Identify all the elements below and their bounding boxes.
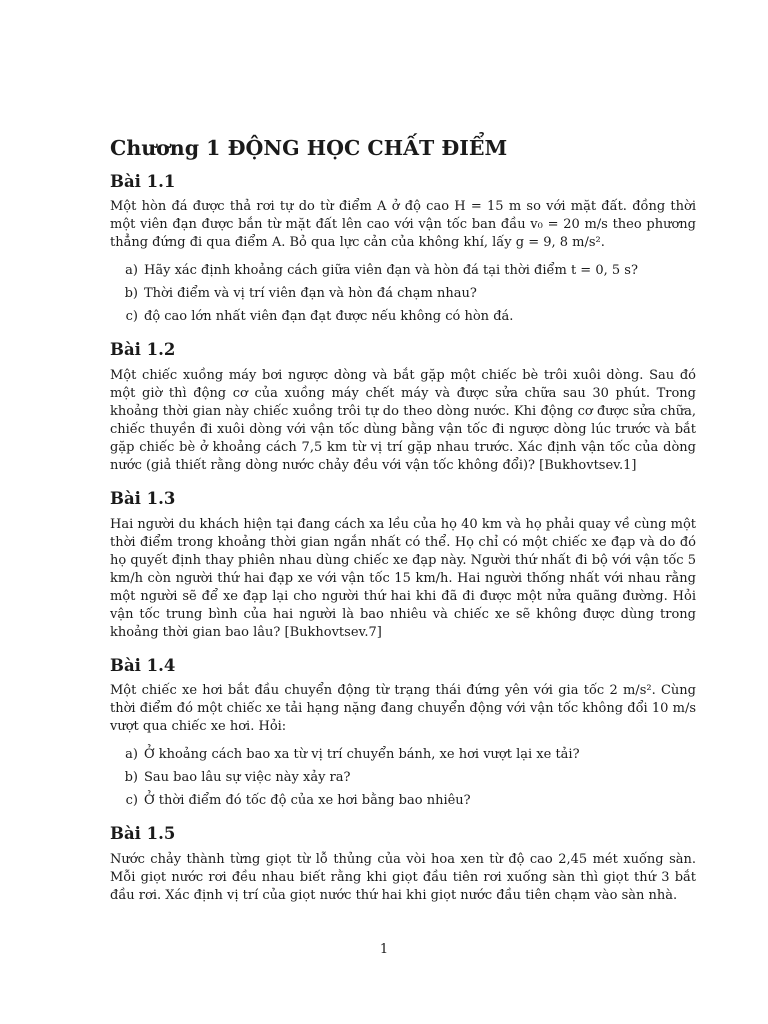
sub-question-label: c) [125,793,138,809]
sub-question-text: Ở thời điểm đó tốc độ của xe hơi bằng bao nhiêu? [144,793,471,809]
sub-question-text: độ cao lớn nhất viên đạn đạt được nếu không có hòn đá. [144,309,514,325]
sub-question-label: b) [124,770,138,786]
problem-title: Bài 1.2 [110,340,176,360]
problem-title: Bài 1.4 [110,655,176,675]
page-number: 1 [379,942,389,957]
problem-section [110,489,696,642]
document-page [110,136,696,919]
problem-text: Một hòn đá được thả rơi tự do từ điểm A ở độ cao H = 15 m so với mặt đất. đồng thời một viên đạn được bắn từ mặt đất lên cao với vận tốc ban đầu v₀ = 20 m/s theo phương thẳng đứng đi qua điểm A. Bỏ qua lực cản của không khí, lấy g = 9, 8 m/s². [110,199,696,251]
problem-text: Nước chảy thành từng giọt từ lỗ thủng của vòi hoa xen từ độ cao 2,45 mét xuống sàn. Mỗi giọt nước rơi đều nhau biết rằng khi giọt đầu tiên rơi xuống sàn thì giọt thứ 3 bắt đầu rơi. Xác định vị trí của giọt nước thứ hai khi giọt nước đầu tiên chạm vào sàn nhà. [110,851,696,903]
sub-question [110,746,696,764]
problem-section [110,172,696,327]
sub-question-text: Sau bao lâu sự việc này xảy ra? [144,770,351,786]
problem-section [110,340,696,475]
sub-question-label: a) [125,747,138,763]
problem-title: Bài 1.5 [110,824,176,844]
problem-title: Bài 1.1 [110,171,176,191]
problem-title: Bài 1.3 [110,488,176,508]
sub-question [110,262,696,280]
sub-question [110,308,696,326]
problem-list [110,172,696,905]
sub-question-label: c) [125,309,138,325]
problem-text: Một chiếc xuồng máy bơi ngược dòng và bắt gặp một chiếc bè trôi xuôi dòng. Sau đó một giờ thì động cơ của xuồng máy chết máy và được sửa chữa sau 30 phút. Trong khoảng thời gian này chiếc xuồng trôi tự do theo dòng nước. Khi động cơ được sửa chữa, chiếc thuyền đi xuôi dòng với vận tốc dùng bằng vận tốc đi ngược dòng lúc trước và bắt gặp chiếc bè ở khoảng cách 7,5 km từ vị trí gặp nhau trước. Xác định vận tốc của dòng nước (giả thiết rằng dòng nước chảy đều với vận tốc không đổi)? [Bukhovtsev.1] [110,367,696,473]
problem-text: Hai người du khách hiện tại đang cách xa lều của họ 40 km và họ phải quay về cùng một thời điểm trong khoảng thời gian ngắn nhất có thể. Họ chỉ có một chiếc xe đạp và do đó họ quyết định thay phiên nhau dùng chiếc xe đạp này. Người thứ nhất đi bộ với vận tốc 5 km/h còn người thứ hai đạp xe với vận tốc 15 km/h. Hai người thống nhất với nhau rằng một người sẽ để xe đạp lại cho người thứ hai khi đã đi được một nửa quãng đường. Hỏi vận tốc trung bình của hai người là bao nhiêu và chiếc xe sẽ không được dùng trong khoảng thời gian bao lâu? [Bukhovtsev.7] [110,516,696,640]
sub-question [110,769,696,787]
sub-question-label: a) [125,263,138,279]
sub-question [110,792,696,810]
sub-question-list [110,262,696,326]
sub-question-text: Ở khoảng cách bao xa từ vị trí chuyển bánh, xe hơi vượt lại xe tải? [144,747,580,763]
sub-question-text: Thời điểm và vị trí viên đạn và hòn đá chạm nhau? [144,286,477,302]
problem-section [110,656,696,811]
sub-question-text: Hãy xác định khoảng cách giữa viên đạn và hòn đá tại thời điểm t = 0, 5 s? [144,263,638,279]
problem-text: Một chiếc xe hơi bắt đầu chuyển động từ trạng thái đứng yên với gia tốc 2 m/s². Cùng thời điểm đó một chiếc xe tải hạng nặng đang chuyển động với vận tốc không đổi 10 m/s vượt qua chiếc xe hơi. Hỏi: [110,683,696,735]
sub-question [110,285,696,303]
chapter-title: Chương 1 ĐỘNG HỌC CHẤT ĐIỂM [110,136,508,160]
sub-question-list [110,746,696,810]
sub-question-label: b) [124,286,138,302]
problem-section [110,824,696,905]
